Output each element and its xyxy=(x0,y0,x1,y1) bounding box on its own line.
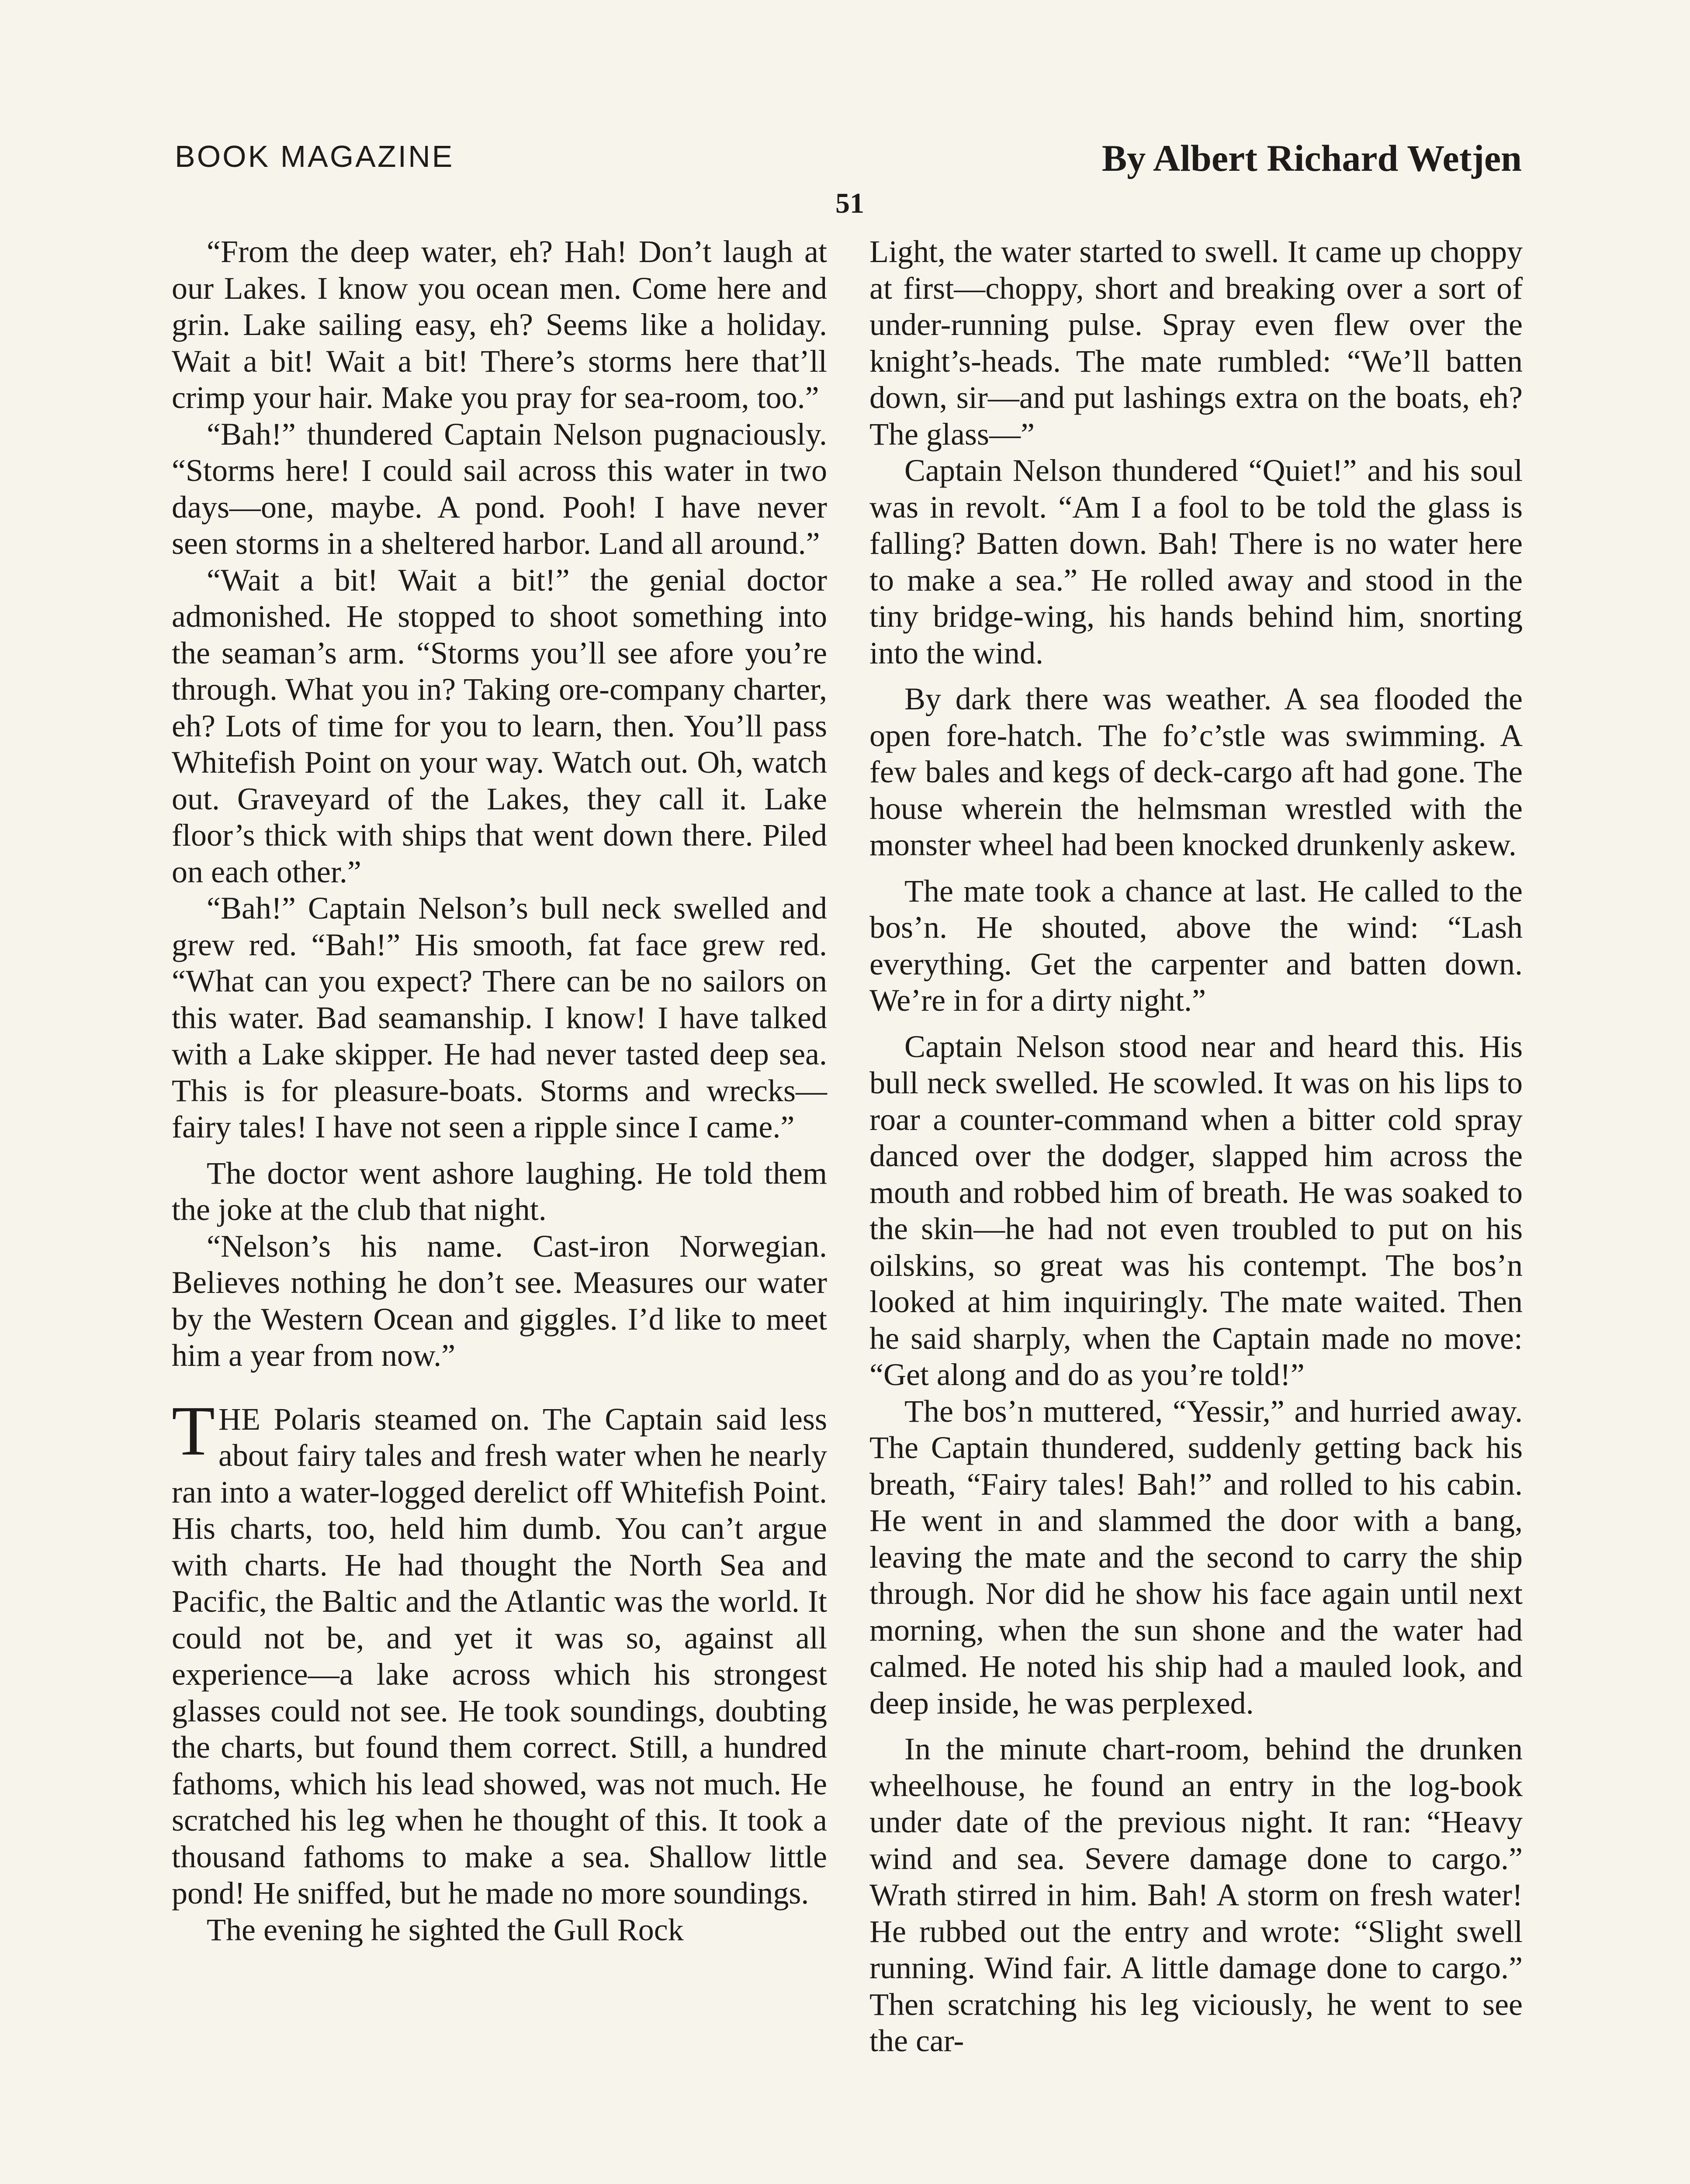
left-text-column xyxy=(172,234,827,1948)
page-number: 51 xyxy=(835,187,864,219)
paragraph: “Bah!” thundered Captain Nelson pugnaciously. “Storms here! I could sail across this water in two days—one, maybe. A pond. Pooh! I have never seen storms in a sheltered harbor. Land all around.” xyxy=(172,416,827,561)
magazine-title: BOOK MAGAZINE xyxy=(175,139,454,173)
paragraph: “Bah!” Captain Nelson’s bull neck swelled and grew red. “Bah!” His smooth, fat face grew red. “What can you expect? There can be no sailors on this water. Bad seamanship. I know! I have talked with a Lake skipper. He had never tasted deep sea. This is for pleasure-boats. Storms and wrecks—fairy tales! I have not seen a ripple since I came.” xyxy=(172,891,827,1144)
paragraph-continued: Light, the water started to swell. It came up choppy at first—choppy, short and breaking over a sort of under-running pulse. Spray even flew over the knight’s-heads. The mate rumbled: “We’ll batten down, sir—and put lashings extra on the boats, eh? The glass—” xyxy=(869,234,1523,452)
paragraph: Captain Nelson stood near and heard this. His bull neck swelled. He scowled. It was on his lips to roar a counter-command when a bitter cold spray danced over the dodger, slapped him across the mouth and robbed him of breath. He was soaked to the skin—he had not even troubled to put on his oilskins, so great was his contempt. The bos’n looked at him inquiringly. The mate waited. Then he said sharply, when the Captain made no move: “Get along and do as you’re told!” xyxy=(869,1029,1523,1392)
paragraph: The evening he sighted the Gull Rock xyxy=(207,1912,684,1947)
drop-cap-letter: T xyxy=(172,1392,215,1470)
paragraph: The bos’n muttered, “Yessir,” and hurried away. The Captain thundered, suddenly getting back his breath, “Fairy tales! Bah!” and rolled to his cabin. He went in and slammed the door with a bang, leaving the mate and the second to carry the ship through. Nor did he show his face again until next morning, when the sun shone and the water had calmed. He noted his ship had a mauled look, and deep inside, he was perplexed. xyxy=(869,1393,1523,1721)
paragraph: The doctor went ashore laughing. He told them the joke at the club that night. xyxy=(172,1155,827,1227)
paragraph: “Wait a bit! Wait a bit!” the genial doctor admonished. He stopped to shoot something into the seaman’s arm. “Storms you’ll see afore you’re through. What you in? Taking ore-company charter, eh? Lots of time for you to learn, then. You’ll pass Whitefish Point on your way. Watch out. Oh, watch out. Graveyard of the Lakes, they call it. Lake floor’s thick with ships that went down there. Piled on each other.” xyxy=(172,562,827,889)
paragraph: The mate took a chance at last. He called to the bos’n. He shouted, above the wind: “Lash everything. Get the carpenter and batten down. We’re in for a dirty night.” xyxy=(869,873,1523,1018)
paragraph: “From the deep water, eh? Hah! Don’t laugh at our Lakes. I know you ocean men. Come here and grin. Lake sailing easy, eh? Seems like a holiday. Wait a bit! Wait a bit! There’s storms here that’ll crimp your hair. Make you pray for sea-room, too.” xyxy=(172,234,827,415)
section-opening-text: HE Polaris steamed on. The Captain said less about fairy tales and fresh water when he nearly ran into a water-logged derelict off Whitefish Point. His charts, too, held him dumb. You can’t argue with charts. He had thought the North Sea and Pacific, the Baltic and the Atlantic was the world. It could not be, and yet it was so, against all experience—a lake across which his strongest glasses could not see. He took soundings, doubting the charts, but found them correct. Still, a hundred fathoms, which his lead showed, was not much. He scratched his leg when he thought of this. It took a thousand fathoms to make a sea. Shallow little pond! He sniffed, but he made no more soundings. xyxy=(172,1401,827,1911)
paragraph: By dark there was weather. A sea flooded the open fore-hatch. The fo’c’stle was swimming. A few bales and kegs of deck-cargo aft had gone. The house wherein the helmsman wrestled with the monster wheel had been knocked drunkenly askew. xyxy=(869,681,1523,862)
paragraph: Captain Nelson thundered “Quiet!” and his soul was in revolt. “Am I a fool to be told the glass is falling? Batten down. Bah! There is no water here to make a sea.” He rolled away and stood in the tiny bridge-wing, his hands behind him, snorting into the wind. xyxy=(869,453,1523,670)
author-byline: By Albert Richard Wetjen xyxy=(1101,137,1522,179)
paragraph: In the minute chart-room, behind the drunken wheelhouse, he found an entry in the log-book under date of the previous night. It ran: “Heavy wind and sea. Severe damage done to cargo.” Wrath stirred in him. Bah! A storm on fresh water! He rubbed out the entry and wrote: “Slight swell running. Wind fair. A little damage done to cargo.” Then scratching his leg viciously, he went to see the car- xyxy=(869,1731,1523,2058)
right-text-column xyxy=(869,234,1523,2060)
section-opening-paragraph xyxy=(172,1392,827,1912)
paragraph: “Nelson’s his name. Cast-iron Norwegian. Believes nothing he don’t see. Measures our water by the Western Ocean and giggles. I’d like to meet him a year from now.” xyxy=(172,1228,827,1373)
